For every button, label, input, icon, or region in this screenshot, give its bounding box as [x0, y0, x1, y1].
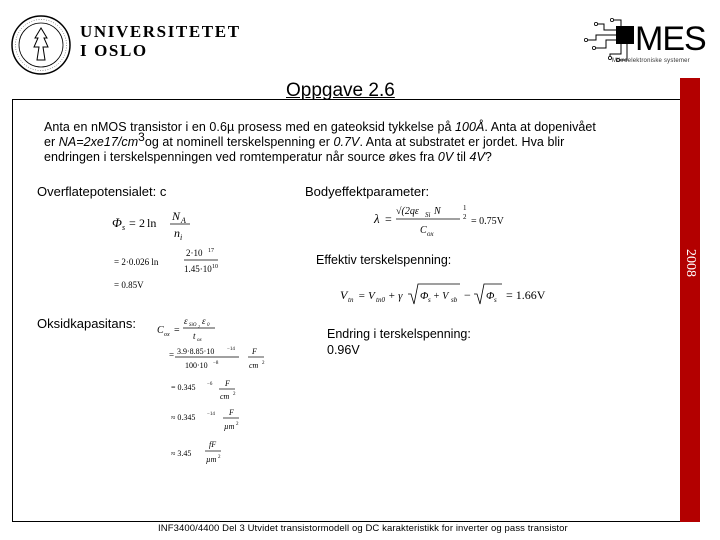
substituted-denominator: 1.45·10 — [184, 264, 212, 274]
step3-exp: −14 — [207, 412, 215, 417]
step2-value: = 0.345 — [171, 383, 196, 392]
ni-subscript: i — [180, 233, 183, 242]
step1-unit-cm: cm — [249, 361, 259, 370]
step3-unit-um-exp: 2 — [236, 422, 239, 427]
cox-equals: = — [174, 325, 180, 336]
surface-potential-formula — [112, 202, 262, 294]
factor-two: 2 — [139, 216, 145, 230]
university-name — [80, 22, 241, 60]
mes-subtitle: Mikroelektroniske systemer — [612, 58, 690, 64]
vtn0-term: = V — [358, 290, 375, 302]
lambda-numerator-n: N — [434, 206, 441, 217]
numeric-substitution: = 2·0.026 ln — [114, 257, 159, 267]
step1-unit-cm-exp: 2 — [262, 361, 265, 366]
body-effect-formula — [370, 200, 530, 242]
lambda-numerator: √(2qε — [396, 206, 419, 217]
problem-line-3: endringen i terskelspenningen ved romtemperatur når source økes fra 0V til 4V? — [44, 150, 492, 164]
lambda-numerator-sub: Si — [425, 211, 431, 219]
lambda-denominator: C — [420, 225, 427, 236]
step4-value: ≈ 3.45 — [171, 449, 192, 458]
vtn-symbol: V — [340, 288, 348, 302]
lambda-equals: = — [385, 212, 392, 226]
effective-threshold-formula — [340, 280, 590, 310]
sqrt1-plus-vsb: + V — [433, 291, 449, 302]
lambda-denominator-sub: ox — [427, 230, 434, 238]
sqrt1-vsb-sub: sb — [451, 296, 458, 304]
side-accent-bar — [680, 78, 700, 522]
university-seal-logo — [10, 14, 72, 76]
eps-sio2-sub: SiO — [189, 323, 197, 328]
sqrt2-phi: Φ — [486, 290, 495, 302]
step1-denominator: 100·10 — [185, 361, 208, 370]
eps-sio2: ε — [184, 316, 188, 326]
slide-title: Oppgave 2.6 — [286, 80, 395, 101]
mes-logo-text: MES — [635, 20, 706, 58]
lambda-symbol: λ — [374, 211, 380, 226]
sqrt1-phi: Φ — [420, 290, 429, 302]
tox-sub: ox — [197, 338, 202, 343]
threshold-change-label: Endring i terskelspenning: — [327, 327, 471, 341]
ni-denominator: n — [174, 226, 180, 240]
frame-bottom-rule — [12, 521, 680, 522]
eps-0: ε — [202, 316, 206, 326]
vtn-result: = 1.66V — [506, 288, 546, 302]
slide-footer: INF3400/4400 Del 3 Utvidet transistormodell og DC karakteristikk for inverter og pass transistor — [158, 523, 568, 534]
step2-exp: −6 — [207, 382, 213, 387]
step4-unit-um-exp: 2 — [218, 455, 221, 460]
step1-unit-f: F — [252, 347, 257, 356]
step3-unit-um: µm — [224, 422, 235, 431]
eps-sio2-sub2: 2 — [198, 324, 200, 329]
eps-0-sub: 0 — [207, 323, 210, 328]
oxide-capacitance-formula — [155, 310, 285, 470]
na-subscript: A — [181, 216, 186, 225]
sqrt1-phi-sub: s — [428, 296, 431, 304]
vtn-subscript: tn — [348, 296, 354, 304]
university-line-1: UNIVERSITETET — [80, 22, 241, 41]
step4-unit-ff: fF — [209, 440, 217, 449]
step1-numerator: 3.9·8.85·10 — [177, 347, 215, 356]
body-effect-label: Bodyeffektparameter: — [305, 184, 430, 199]
na-numerator: N — [172, 209, 181, 223]
vtn0-subscript: tn0 — [376, 296, 385, 304]
phi-result: = 0.85V — [114, 280, 144, 290]
effective-threshold-label: Effektiv terskelspenning: — [316, 253, 452, 267]
step1-numerator-exp: −14 — [227, 347, 235, 352]
problem-statement — [44, 120, 676, 165]
threshold-change-value: 0.96V — [327, 343, 360, 357]
lambda-exponent-den: 2 — [463, 213, 467, 221]
lambda-result: = 0.75V — [471, 216, 504, 227]
step3-unit-f: F — [229, 408, 234, 417]
lambda-exponent-num: 1 — [463, 204, 467, 212]
equals-sign: = — [129, 216, 136, 230]
oxide-capacitance-label: Oksidkapasitans: — [37, 316, 136, 331]
ln-function: ln — [147, 216, 157, 230]
step2-unit-cm-exp: 2 — [233, 392, 236, 397]
university-line-2: I OSLO — [80, 41, 148, 60]
problem-line-2: er NA=2xe17/cm3og at nominell terskelspenning er 0.7V. Anta at substratet er jordet. Hva blir — [44, 130, 565, 149]
step3-value: ≈ 0.345 — [171, 413, 196, 422]
step2-unit-cm: cm — [220, 392, 230, 401]
gamma-term: + γ — [388, 290, 403, 302]
problem-line-1: Anta en nMOS transistor i en 0.6µ prosess med en gateoksid tykkelse på 100Å. Anta at dopenivået — [44, 120, 596, 134]
step1-denominator-exp: −8 — [213, 361, 219, 366]
sqrt2-phi-sub: s — [494, 296, 497, 304]
phi-subscript: s — [122, 223, 126, 232]
substituted-numerator-exp: 17 — [208, 248, 214, 254]
side-year-label: 2008 — [683, 249, 698, 277]
frame-left-rule — [12, 100, 13, 522]
substituted-numerator: 2·10 — [186, 248, 203, 258]
step2-unit-f: F — [225, 379, 230, 388]
phi-symbol: Φ — [112, 215, 122, 230]
cox-subscript: ox — [164, 332, 170, 338]
cox-symbol: C — [157, 325, 164, 336]
substituted-denominator-exp: 10 — [212, 264, 218, 270]
step1-equals: = — [169, 350, 175, 360]
minus-sign: − — [464, 288, 471, 302]
tox: t — [193, 331, 196, 341]
step4-unit-um: µm — [206, 455, 217, 464]
surface-potential-label: Overflatepotensialet: c — [37, 184, 167, 199]
